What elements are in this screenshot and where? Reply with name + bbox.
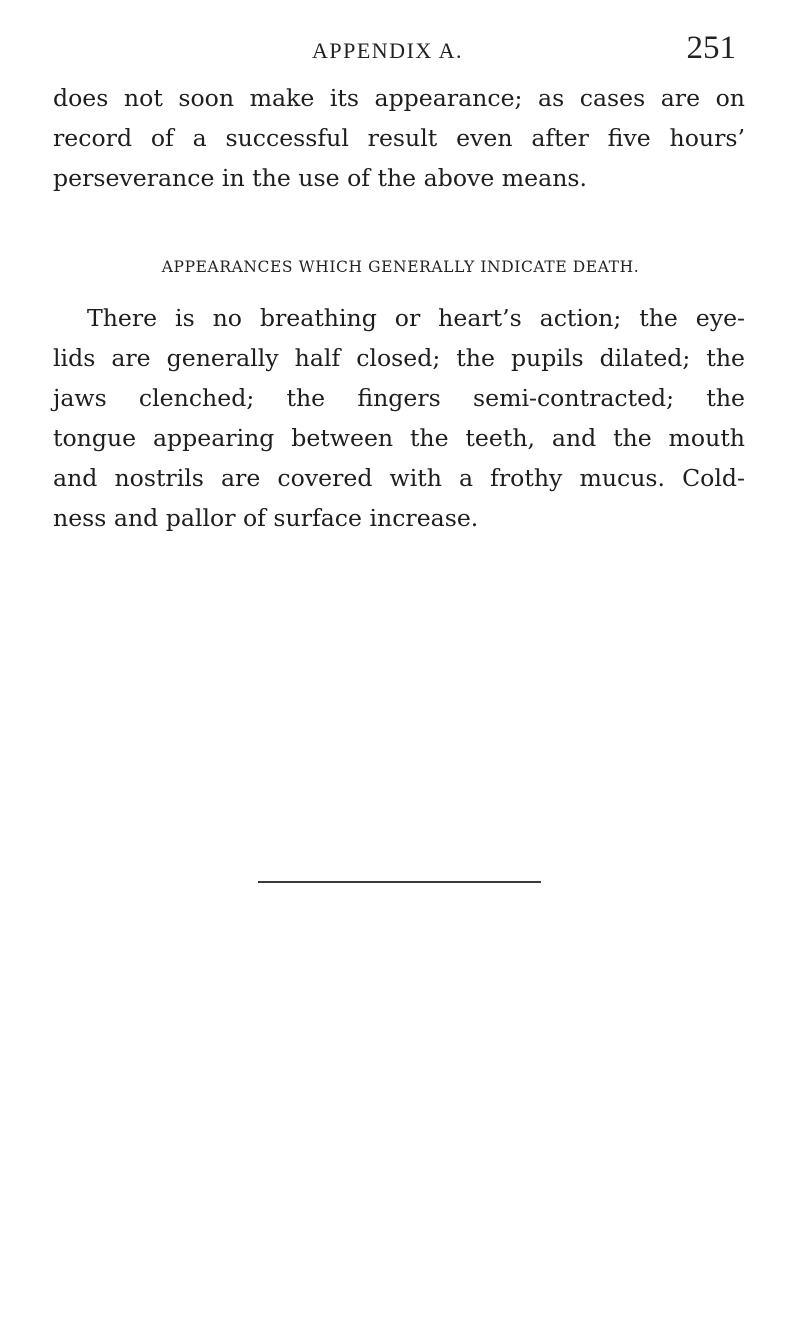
section-end-rule	[258, 881, 541, 883]
text-line: jaws clenched; the fingers semi-contracted; the	[53, 384, 745, 412]
text-line: lids are generally half closed; the pupils dilated; the	[53, 344, 745, 372]
running-title: APPENDIX A.	[312, 38, 463, 63]
paragraph-death-signs	[53, 298, 745, 538]
text-line: does not soon make its appearance; as cases are on	[53, 84, 745, 112]
running-head	[0, 30, 801, 74]
text-line: There is no breathing or heart’s action; the eye-	[87, 304, 745, 332]
paragraph-continuation	[53, 78, 745, 198]
text-line: record of a successful result even after five hours’	[53, 124, 745, 152]
text-line: perseverance in the use of the above means.	[53, 164, 588, 192]
text-line: tongue appearing between the teeth, and the mouth	[53, 424, 745, 452]
page-number: 251	[686, 30, 736, 66]
text-line: and nostrils are covered with a frothy mucus. Cold-	[53, 464, 745, 492]
section-heading: APPEARANCES WHICH GENERALLY INDICATE DEATH.	[161, 258, 640, 276]
text-line: ness and pallor of surface increase.	[53, 504, 479, 532]
